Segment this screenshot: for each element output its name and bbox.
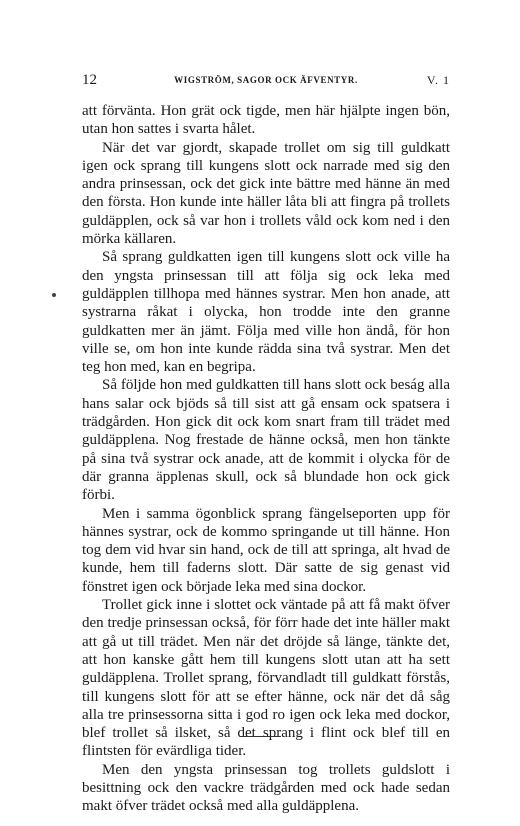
paragraph: När det var gjordt, skapade trollet om sig till guldkatt igen ock sprang till kungens slott ock narrade med sig den andra prinsessan, ock det gick inte bättre med hänne än med den första. Hon kunde inte häller låta bli att fingra på trollets guldäpplen, ock så var hon i trollets våld ock kom ned i den mörka källaren. [82,139,450,248]
margin-dot [52,293,56,297]
page-number: 12 [82,72,97,88]
paragraph: Så sprang guldkatten igen till kungens slott ock ville ha den yngsta prinsessan till att följa sig ock leka med guldäpplen tillhopa med hännes systrar. Men hon anade, att systrarna råkat i olycka, hon trodde inte den granne guldkatten mer än jämt. Följa med ville hon ändå, för hon ville se, om hon inte kunde rädda sina två systrar. Men det teg hon med, kan en begripa. [82,249,450,376]
paragraph: Men den yngsta prinsessan tog trollets guldslott i besittning ock den vackre trädgården med ock hade sedan makt öfver trädet också med alla guldäpplena. [82,761,450,815]
section-mark: V. 1 [426,73,450,87]
paragraph: Så följde hon med guldkatten till hans slott ock beság alla hans salar ock bjöds så till sist att gå ensam ock spatsera i trädgården. Hon gick dit ock kom snart fram till trädet med guldäpplena. Nog frestade de hänne också, men hon tänkte på sina två systrar ock anade, att de kommit i olycka för de där granna äpplenas skull, ock så blundade hon ock gick förbi. [82,377,450,504]
paragraph: Trollet gick inne i slottet ock väntade på att få makt öfver den tredje prinsessan också, för förr hade det inte häller makt att gå ut till trädet. Men när det dröjde så länge, tänkte det, att hon kanske gått hem till kungens slott utan att ha sett guldäpplena. Trollet sprang, förvandladt till guldkatt förstås, till kungens slott för att se efter hänne, ock när det då såg alla tre prinsessorna sitta i god ro igen ock leka med dockor, blef trollet så ilsket, så det sprang i flint ock blef till en flintsten för evärdliga tider. [82,597,450,760]
paragraph: att förvänta. Hon grät ock tigde, men här hjälpte ingen bön, utan hon sattes i svarta hålet. [82,103,450,138]
page-header [82,72,450,92]
body-text [82,102,450,816]
end-rule [241,736,281,737]
running-title: WIGSTRÖM, SAGOR OCK ÄFVENTYR. [174,75,358,85]
paragraph: Men i samma ögonblick sprang fängelseporten upp för hännes systrar, ock de kommo springande ut till hänne. Hon tog dem vid hvar sin hand, ock de till att springa, alt hvad de kunde, hem till faderns slott. Där satte de sig genast vid fönstret igen ock började leka med sina dockor. [82,505,450,595]
